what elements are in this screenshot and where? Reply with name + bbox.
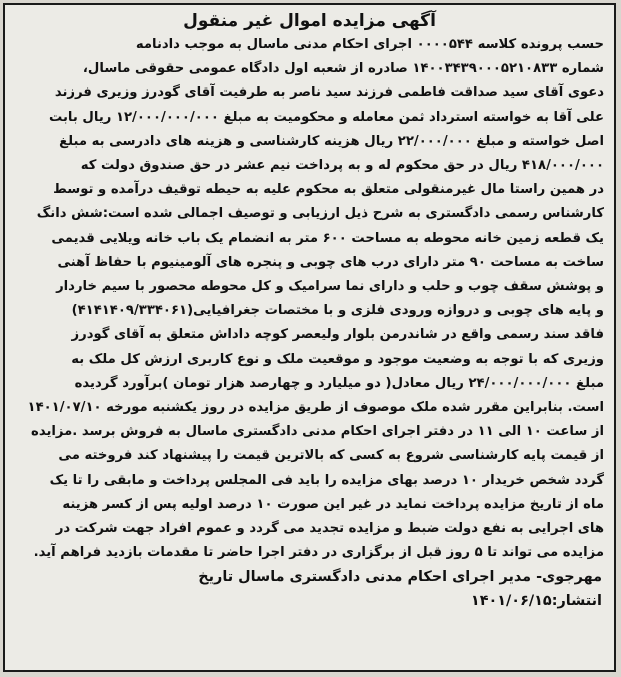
- notice-line: مزایده می تواند تا ۵ روز قبل از برگزاری در دفتر اجرا حاضر تا مقدمات بازدید فراهم آید.: [33, 545, 604, 561]
- notice-line: از قیمت پایه کارشناسی شروع به کسی که بالاترین قیمت را پیشنهاد کند فروخته می: [58, 448, 604, 464]
- notice-line: ساخت به مساحت ۹۰ متر دارای درب های چوبی و پنجره های آلومینیوم با حفاظ آهنی: [57, 254, 604, 270]
- notice-title: آگهی مزایده اموال غیر منقول: [183, 11, 436, 31]
- notice-line: گردد شخص خریدار ۱۰ درصد بهای مزایده را باید فی المجلس پرداخت و مابقی را تا یک: [49, 472, 604, 488]
- notice-line: حسب پرونده کلاسه ۰۰۰۰۵۴۴ اجرای احکام مدنی ماسال به موجب دادنامه: [135, 37, 604, 52]
- notice-line: فاقد سند رسمی واقع در شاندرمن بلوار ولیعصر کوچه داداش متعلق به آقای گودرز: [71, 327, 604, 343]
- notice-line: در همین راستا مال غیرمنقولی متعلق به محکوم علیه به حیطه توقیف درآمده و توسط: [53, 182, 604, 198]
- notice-line: ۴۱۸/۰۰۰/۰۰۰ ریال در حق محکوم له و به پرداخت نیم عشر در حق صندوق دولت که: [80, 158, 604, 174]
- notice-line: علی آقا به خواسته استرداد ثمن معامله و محکومیت به مبلغ ۱۲/۰۰۰/۰۰۰/۰۰۰ ریال بابت: [49, 109, 604, 125]
- notice-line: وزیری که با توجه به وضعیت موجود و موقعیت ملک و نوع کاربری ارزش کل ملک به: [71, 351, 604, 367]
- notice-line: یک قطعه زمین خانه محوطه به مساحت ۶۰۰ متر به انضمام یک باب خانه ویلایی قدیمی: [51, 230, 604, 246]
- notice-line: از ساعت ۱۰ الی ۱۱ در دفتر اجرای احکام مدنی دادگستری ماسال به فروش برسد .مزایده: [31, 424, 604, 440]
- notice-line: و پایه های چوبی و دروازه ورودی فلزی و با مختصات جغرافیایی(۴۱۴۱۴۰۹/۳۳۴۰۶۱): [71, 303, 604, 319]
- notice-line: شماره ۱۴۰۰۳۴۳۹۰۰۰۵۲۱۰۸۳۳ صادره از شعبه اول دادگاه عمومی حقوقی ماسال،: [82, 61, 604, 77]
- legal-notice: [3, 3, 616, 672]
- notice-line: کارشناس رسمی دادگستری به شرح ذیل ارزیابی و توصیف اجمالی شده است:شش دانگ: [36, 206, 604, 222]
- publish-date: انتشار:۱۴۰۱/۰۶/۱۵: [470, 593, 602, 610]
- notice-line: و پوشش سقف چوب و حلب و دارای نما سرامیک و کل محوطه محصور با سیم خاردار: [56, 279, 604, 295]
- notice-body: [5, 33, 614, 565]
- notice-line: دعوی آقای سید صداقت فاطمی فرزند سید ناصر به طرفیت آقای گودرز وزیری فرزند: [54, 85, 604, 101]
- notice-line: اصل خواسته و مبلغ ۲۲/۰۰۰/۰۰۰ ریال هزینه کارشناسی و هزینه های دادرسی به مبلغ: [59, 133, 604, 149]
- notice-line: مبلغ ۲۴/۰۰۰/۰۰۰/۰۰۰ ریال معادل( دو میلیارد و چهارصد هزار تومان )برآورد گردیده: [74, 375, 604, 391]
- notice-line: ماه از تاریخ مزایده پرداخت نماید در غیر این صورت ۱۰ درصد اولیه پس از کسر هزینه: [62, 496, 604, 512]
- signature-line: [15, 565, 602, 589]
- date-label: تاریخ: [198, 569, 234, 586]
- notice-footer: [5, 565, 614, 613]
- notice-line: است. بنابراین مقرر شده ملک موصوف از طریق مزایده در روز یکشنبه مورخه ۱۴۰۱/۰۷/۱۰: [27, 400, 604, 416]
- signature: مهرجوی- مدیر اجرای احکام مدنی دادگستری ماسال: [238, 569, 602, 586]
- notice-line: های اجرایی به نفع دولت ضبط و مزایده تجدید می گردد و عموم افراد جهت شرکت در: [55, 521, 604, 537]
